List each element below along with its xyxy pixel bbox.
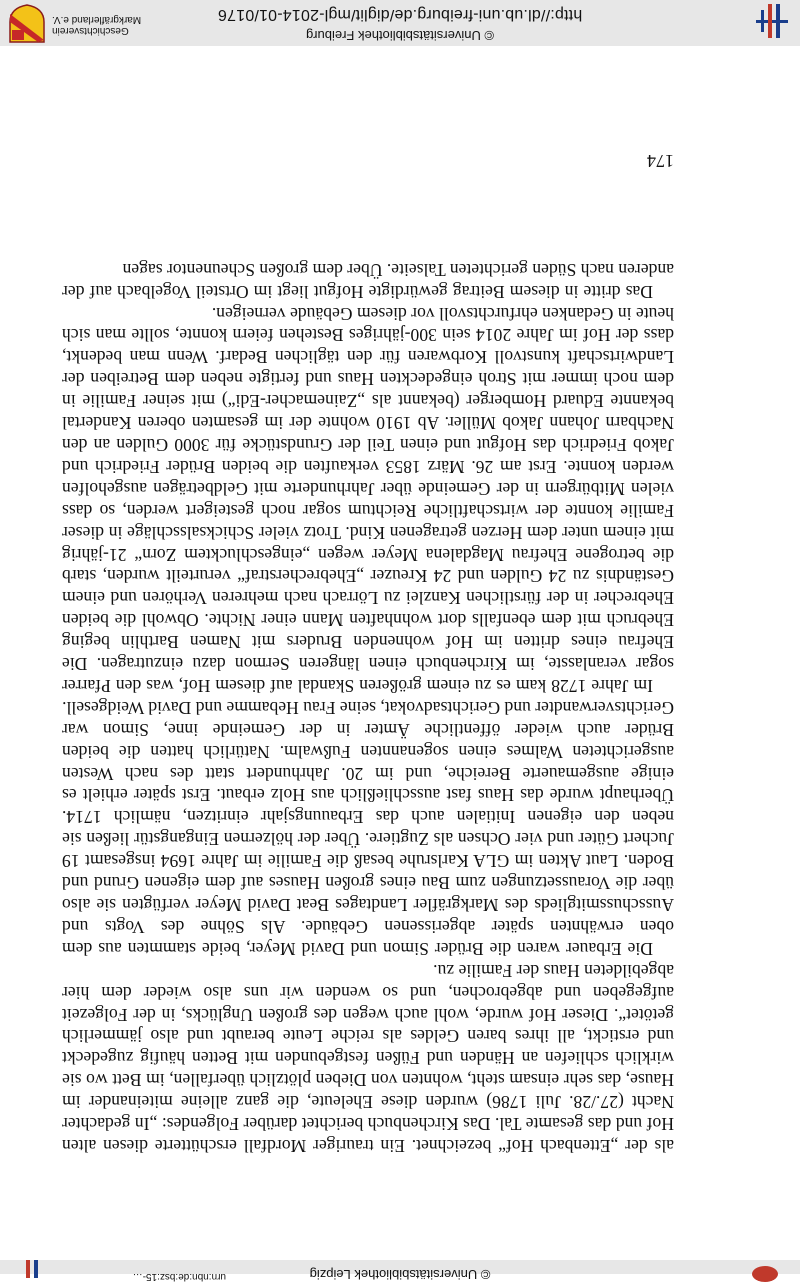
paragraph: Die Erbauer waren die Brüder Simon und David Meyer, beide stammten aus dem oben erwähnten später abgerissenen Gebäude. Als Söhne des Vogts und Ausschussmitglieds des Markgräfler Landtages Beat David Meyer verfügten sie also über die Voraussetzungen zum Bau eines großen Hauses auf dem eigenen Grund und Boden. Laut Akten im GLA Karlsruhe besaß die Familie im Jahre 1694 insgesamt 19 Juchert Güter und vier Ochsen als Zugtiere. Über der hölzernen Eingangstür ließen sie neben den eigenen Initialen auch das Erbauungsjahr einritzen, nämlich 1714. Überhaupt wurde das Haus fast ausschließlich aus Holz erbaut. Erst später erhielt es einige ausgemauerte Bereiche, und im 20. Jahrhundert statt des nach Westen ausgerichteten Walmes einen sogenannten Fußwalm. Natürlich hatten die beiden Brüder auch wieder öffentliche Ämter in der Gemeinde inne, Simon war Gerichtsverwandter und Gerichtsadvokat, seine Frau Hebamme und David Weidgesell. [62, 697, 674, 959]
society-name: Geschichtsverein Markgräflerland e.V. [52, 14, 142, 36]
page-number: 174 [647, 151, 674, 171]
footer-url[interactable]: http://dl.ub.uni-freiburg.de/diglit/mgl-2014-01/0176 [217, 6, 583, 23]
footer-copyright: © Universitätsbibliothek Freiburg [305, 28, 495, 43]
paragraph: Im Jahre 1728 kam es zu einem größeren Skandal auf diesem Hof, was den Pfarrer sogar veranlasste, im Kirchenbuch einen längeren Sermon dazu einzutragen. Die Ehefrau eines dritten im Hof wohnenden Bruders mit Namen Barthlin beging Ehebruch mit dem ebenfalls dort wohnhaften Mann einer Nichte. Obwohl die beiden Ehebrecher in der fürstlichen Kanzlei zu Lörrach nach mehreren Verhören und einem Geständnis zu 24 Gulden und 24 Kreuzer „Ehebrecherstraf“ verurteilt wurden, starb die betrogene Ehefrau Magdalena Meyer wegen „eingeschlucktem Zorn“ 21-jährig mit einem unter dem Herzen getragenen Kind. Trotz vieler Schicksalsschläge in dieser Familie konnte der wirtschaftliche Reichtum sogar noch gesteigert werden, so dass vielen Mitbürgern in der Gemeinde über Jahrhunderte mit Geldbeträgen ausgeholfen werden konnte. Erst am 26. März 1853 verkauften die beiden Brüder Friedrich und Jakob Friedrich das Hofgut und einen Teil der Grundstücke für 3000 Gulden an den Nachbarn Johann Jakob Müller. Ab 1910 wohnte der im gesamten oberen Kandertal bekannte Eduard Homberger (bekannt als „Zainemacher-Edi“) mit seiner Familie in dem noch immer mit Stroh eingedeckten Haus und fertigte neben dem Betreiben der Landwirtschaft kunstvoll Korbwaren für den täglichen Bedarf. Wenn man bedenkt, dass der Hof im Jahre 2014 sein 300-jähriges Bestehen feiern konnte, sollte man sich heute in Gedanken ehrfurchtsvoll vor diesem Gebäude verneigen. [62, 303, 674, 696]
header-urn: urn:nbn:de:bsz:15-… [132, 1271, 226, 1282]
ub-freiburg-logo-icon [752, 2, 792, 40]
society-logo [6, 2, 156, 46]
header-copyright: © Universitätsbibliothek Leipzig [309, 1267, 491, 1282]
coat-of-arms-icon [8, 4, 46, 44]
paragraph: als der „Ettenbach Hof“ bezeichnet. Ein trauriger Mordfall erschütterte diesen alten Hof und das gesamte Tal. Das Kirchenbuch berichtet darüber Folgendes: „In gedachter Nacht (27./28. Juli 1786) wurden diese Eheleute, die ganz alleine miteinander im Hause, das sehr einsam steht, wohnten von Dieben plötzlich überfallen, im Bett wo sie wirklich schliefen an Händen und Füßen festgebunden mit Betten häufig zugedeckt und erstickt, all ihres baren Geldes als reiche Leute beraubt und also jämmerlich getötet“. Dieser Hof wurde, wohl auch wegen des großen Unglücks, in der Folgezeit aufgegeben und abgebrochen, und so wenden wir uns also wieder dem hier abgebildeten Haus der Familie zu. [62, 960, 674, 1156]
scan-header-band [0, 1260, 800, 1282]
ub-logo-icon [12, 1260, 52, 1278]
paragraph: Das dritte in diesem Beitrag gewürdigte Hofgut liegt im Ortsteil Vogelbach auf der anderen nach Süden gerichteten Talseite. Über dem großen Scheunentor sagen [62, 259, 674, 302]
body-text [62, 258, 674, 1156]
